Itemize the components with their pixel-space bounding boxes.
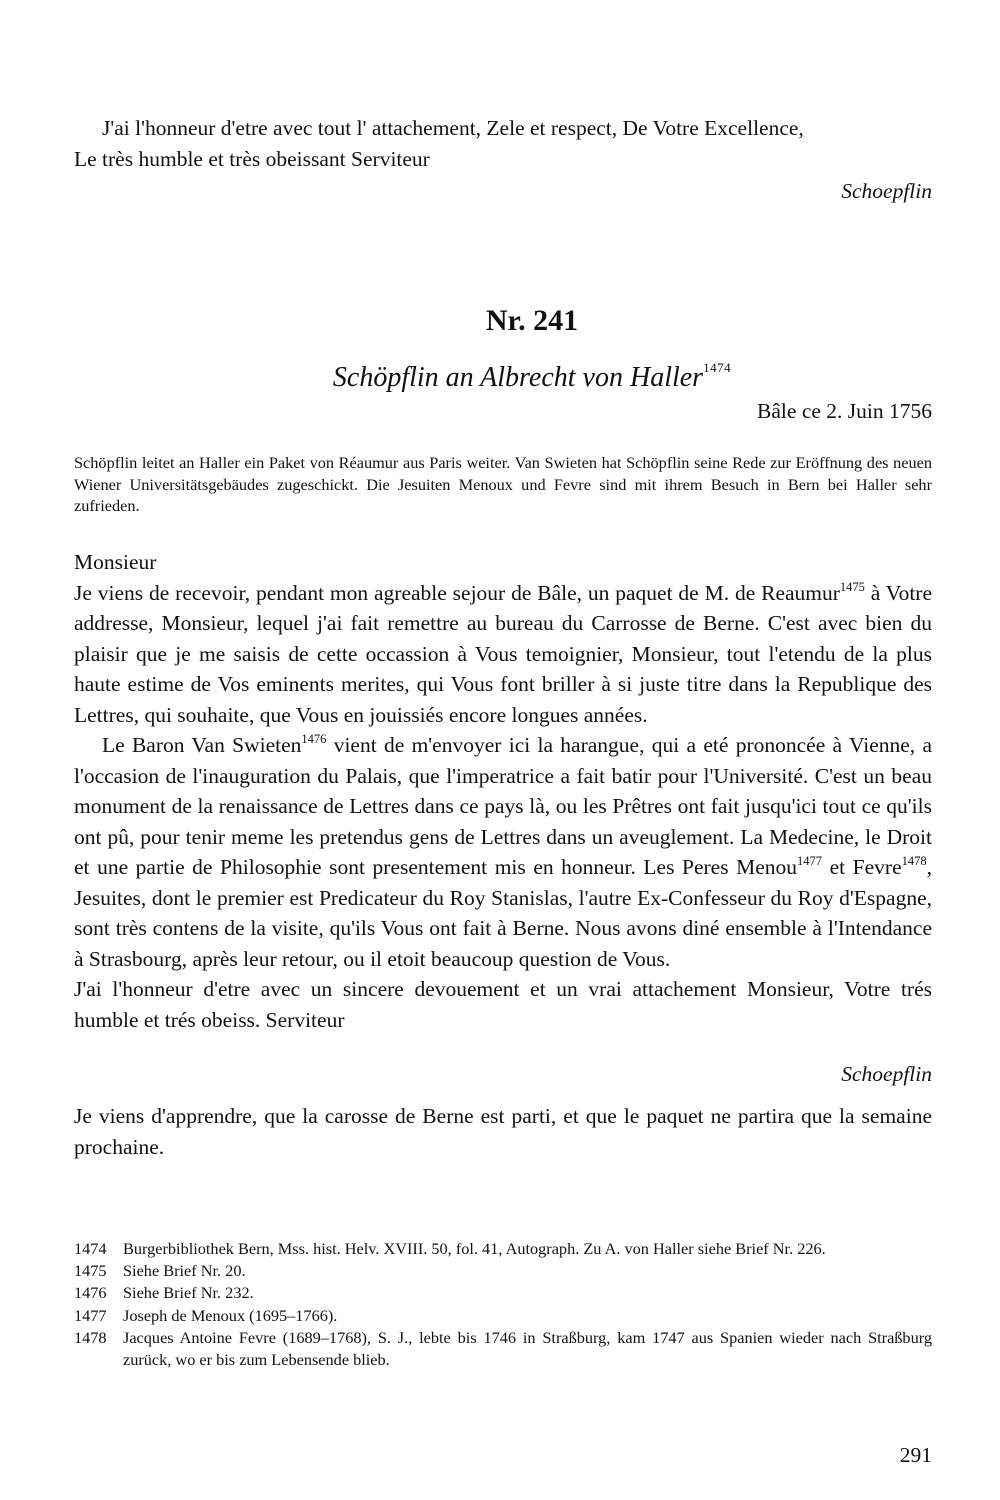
- letter-dateline: Bâle ce 2. Juin 1756: [757, 399, 932, 423]
- footnote-text: Joseph de Menoux (1695–1766).: [123, 1305, 338, 1325]
- book-page: [74, 0, 932, 1500]
- footnote-ref-1478: 1478: [901, 854, 927, 868]
- footnote-number: 1478: [74, 1327, 107, 1347]
- footnote: [74, 1238, 932, 1260]
- footnote-number: 1475: [74, 1261, 107, 1281]
- footnote: [74, 1260, 932, 1282]
- title-footnote-ref: 1474: [703, 360, 732, 375]
- footnote-ref-1476: 1476: [301, 732, 327, 746]
- postscript: Je viens d'apprendre, que la carosse de Berne est parti, et que le paquet ne partira que la semaine prochaine.: [74, 1104, 932, 1159]
- closing-line-1: J'ai l'honneur d'etre avec tout l' attachement, Zele et respect, De Votre Excellence,: [102, 116, 804, 140]
- letter-closing: J'ai l'honneur d'etre avec un sincere devouement et un vrai attachement Monsieur, Votre trés humble et trés obeiss. Serviteur: [74, 977, 932, 1032]
- letter-title-text: Schöpflin an Albrecht von Haller: [332, 362, 704, 393]
- footnote-number: 1477: [74, 1305, 107, 1325]
- previous-letter-signature: Schoepflin: [841, 179, 932, 203]
- footnote-text: Jacques Antoine Fevre (1689–1768), S. J., lebte bis 1746 in Straßburg, kam 1747 aus Spanien wieder nach Straßburg zurück, wo er bis zum Lebensende blieb.: [123, 1327, 932, 1370]
- previous-letter-closing: [74, 113, 932, 174]
- closing-line-2: Le très humble et très obeissant Serviteur: [74, 146, 430, 171]
- letter-signature: Schoepflin: [841, 1062, 932, 1086]
- paragraph-2-part-b: vient de m'envoyer ici la harangue, qui a eté prononcée à Vienne, a l'occasion de l'inauguration du Palais, que l'imperatrice a fait batir pour l'Université. C'est un beau monument de la renaissance de Lettres dans ce pays là, ou les Prêtres ont fait jusqu'ici tout ce qu'ils ont pû, pour tenir meme les pretendus gens de Lettres dans un aveuglement. La Medecine, le Droit et une partie de Philosophie sont presentement mis en honneur. Les Peres Menou: [74, 733, 932, 879]
- footnote: [74, 1327, 932, 1371]
- paragraph-2-part-c: et Fevre: [822, 855, 902, 879]
- footnote-text: Siehe Brief Nr. 232.: [123, 1283, 254, 1303]
- footnotes: [74, 1238, 932, 1371]
- letter-body: [74, 547, 932, 1035]
- footnote-text: Burgerbibliothek Bern, Mss. hist. Helv. XVIII. 50, fol. 41, Autograph. Zu A. von Haller siehe Brief Nr. 226.: [123, 1239, 826, 1258]
- footnote-text: Siehe Brief Nr. 20.: [123, 1261, 246, 1281]
- page-number: 291: [899, 1443, 932, 1467]
- footnote-number: 1476: [74, 1283, 107, 1303]
- paragraph-1-part-a: Je viens de recevoir, pendant mon agreable sejour de Bâle, un paquet de M. de Reaumur: [74, 580, 840, 605]
- footnote-number: 1474: [74, 1239, 107, 1258]
- footnote: [74, 1305, 932, 1327]
- footnote-ref-1475: 1475: [839, 579, 865, 594]
- paragraph-1-part-b: à Votre addresse, Monsieur, lequel j'ai fait remettre au bureau du Carrosse de Berne. C'est avec bien du plaisir que je me saisis de cette occassion à Vous temoignier, Monsieur, tout l'etendu de la plus haute estime de Vos eminents merites, qui Vous font briller à si juste titre dans la Republique des Lettres, qui souhaite, que Vous en jouissiés encore longues années.: [74, 580, 932, 727]
- footnote: [74, 1282, 932, 1304]
- paragraph-1: [74, 578, 932, 731]
- letter-summary: Schöpflin leitet an Haller ein Paket von Réaumur aus Paris weiter. Van Swieten hat Schöpflin seine Rede zur Eröffnung des neuen Wiener Universitätsgebäudes zugeschickt. Die Jesuiten Menoux und Fevre sind mit ihrem Besuch in Bern bei Haller sehr zufrieden.: [74, 453, 932, 515]
- footnote-ref-1477: 1477: [797, 854, 823, 868]
- paragraph-2-part-a: Le Baron Van Swieten: [102, 733, 302, 757]
- letter-number: Nr. 241: [485, 304, 579, 337]
- letter-title: [74, 350, 932, 396]
- salutation: Monsieur: [74, 550, 157, 574]
- paragraph-2-part-d: , Jesuites, dont le premier est Predicateur du Roy Stanislas, l'autre Ex-Confesseur du Roy d'Espagne, sont très contens de la visite, qu'ils Vous ont fait à Berne. Nous avons diné ensemble à l'Intendance à Strasbourg, après leur retour, ou il etoit beaucoup question de Vous.: [74, 855, 932, 971]
- paragraph-2: [74, 730, 932, 974]
